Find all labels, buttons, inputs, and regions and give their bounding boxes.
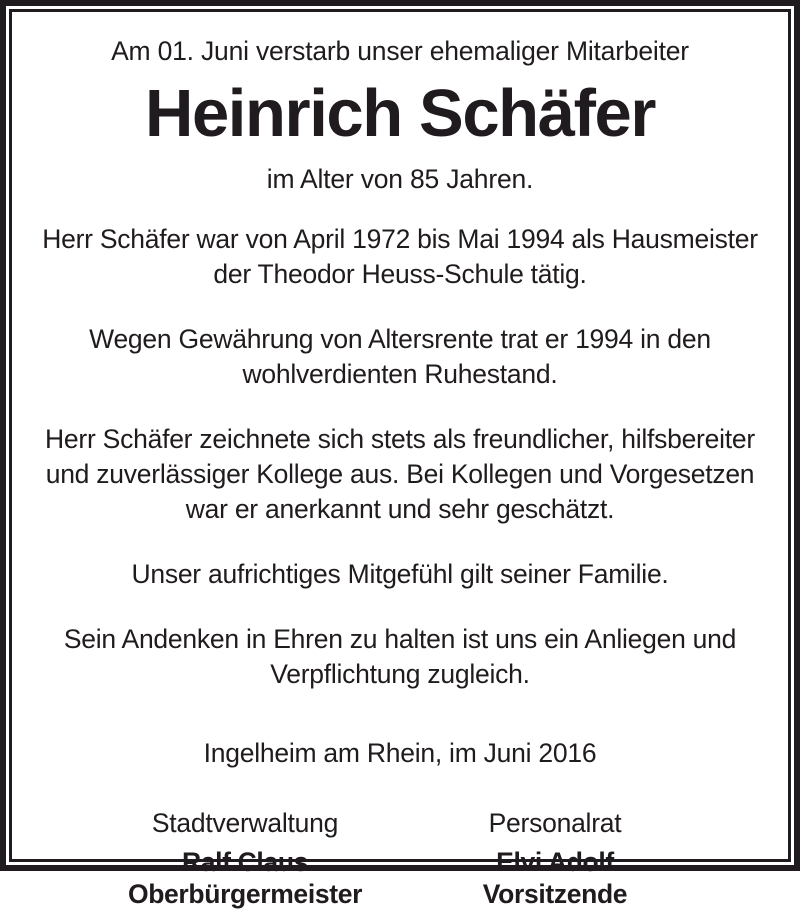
deceased-name: Heinrich Schäfer: [144, 76, 656, 151]
body-text-block: [40, 222, 760, 692]
signature-column-personalrat: [400, 806, 710, 910]
age-line: im Alter von 85 Jahren.: [266, 164, 534, 194]
signature-person-role: Oberbürgermeister: [127, 879, 363, 909]
signature-organization: Personalrat: [488, 808, 622, 838]
signature-block: [40, 806, 760, 910]
obituary-notice-body: [9, 9, 791, 909]
paragraph-retirement: Wegen Gewährung von Altersrente trat er 1994 in den wohlverdienten Ruhestand.: [89, 324, 711, 389]
signature-person-name: Ralf Claus: [181, 847, 309, 877]
signature-organization: Stadtverwaltung: [151, 808, 339, 838]
paragraph-condolence: Unser aufrichtiges Mitgefühl gilt seiner Familie.: [131, 559, 669, 589]
paragraph-character: Herr Schäfer zeichnete sich stets als freundlicher, hilfsbereiter und zuverlässiger Kollege aus. Bei Kollegen und Vorgesetzen war er anerkannt und sehr geschätzt.: [45, 424, 755, 524]
place-and-date: Ingelheim am Rhein, im Juni 2016: [203, 738, 597, 768]
intro-line: Am 01. Juni verstarb unser ehemaliger Mitarbeiter: [111, 36, 689, 66]
signature-person-role: Vorsitzende: [482, 879, 628, 909]
signature-person-name: Elvi Adolf: [496, 847, 614, 877]
paragraph-employment: Herr Schäfer war von April 1972 bis Mai 1994 als Hausmeister der Theodor Heuss-Schule tätig.: [42, 224, 758, 289]
signature-column-stadtverwaltung: [90, 806, 400, 910]
paragraph-remembrance: Sein Andenken in Ehren zu halten ist uns ein Anliegen und Verpflichtung zugleich.: [63, 624, 737, 689]
